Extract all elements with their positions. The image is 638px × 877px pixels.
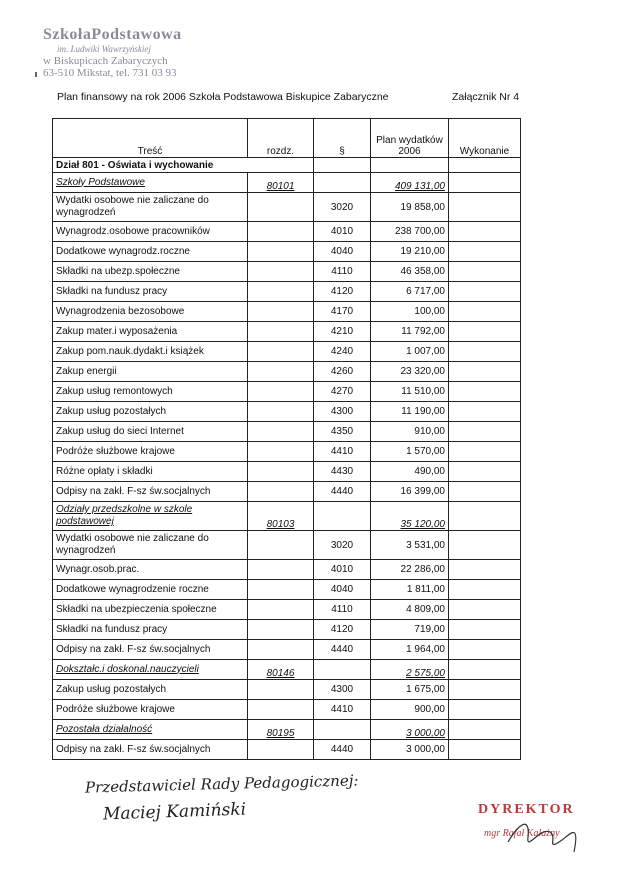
cell-rozdz: 80103 (248, 502, 314, 531)
cell-wykonanie (449, 531, 521, 560)
cell-wykonanie (449, 502, 521, 531)
stamp-patron: im. Ludwiki Wawrzyńskiej (57, 44, 151, 55)
cell-wykonanie (449, 580, 521, 600)
cell-plan-amount: 910,00 (371, 422, 449, 442)
cell-plan-amount: 3 531,00 (371, 531, 449, 560)
cell-rozdz (248, 680, 314, 700)
cell-plan-amount: 46 358,00 (371, 262, 449, 282)
cell-description: Wydatki osobowe nie zaliczane do wynagrodzeń (53, 531, 248, 560)
category-row (53, 173, 521, 193)
cell-rozdz (248, 422, 314, 442)
cell-rozdz (248, 282, 314, 302)
cell-paragraph: 4010 (314, 222, 371, 242)
table-row (53, 482, 521, 502)
cell-plan-amount: 100,00 (371, 302, 449, 322)
cell-description: Odpisy na zakł. F-sz św.socjalnych (53, 740, 248, 760)
cell-wykonanie (449, 560, 521, 580)
stamp-location: w Biskupicach Zabaryczych (43, 54, 168, 67)
cell-paragraph: 3020 (314, 193, 371, 222)
cell-plan-amount: 900,00 (371, 700, 449, 720)
cell-rozdz (248, 560, 314, 580)
cell-paragraph: 4300 (314, 402, 371, 422)
cell-plan-amount: 6 717,00 (371, 282, 449, 302)
cell-plan-amount: 490,00 (371, 462, 449, 482)
cell-paragraph: 4110 (314, 262, 371, 282)
cell-plan-amount: 409 131,00 (371, 173, 449, 193)
cell-paragraph: 4270 (314, 382, 371, 402)
cell-paragraph: 4260 (314, 362, 371, 382)
cell-wykonanie (449, 302, 521, 322)
teacher-council-label: Przedstawiciel Rady Pedagogicznej: (84, 771, 359, 797)
section-title: Dział 801 - Oświata i wychowanie (53, 158, 248, 173)
cell-plan-amount: 22 286,00 (371, 560, 449, 580)
cell-paragraph: 4040 (314, 580, 371, 600)
stamp-school-name: SzkołaPodstawowa (43, 26, 182, 43)
cell-plan-amount: 1 811,00 (371, 580, 449, 600)
cell-paragraph: 4110 (314, 600, 371, 620)
cell-description: Odpisy na zakł. F-sz św.socjalnych (53, 640, 248, 660)
cell-wykonanie (449, 193, 521, 222)
cell-rozdz: 80195 (248, 720, 314, 740)
table-header-row (53, 119, 521, 158)
cell-wykonanie (449, 600, 521, 620)
cell-plan-amount: 11 190,00 (371, 402, 449, 422)
table-row (53, 322, 521, 342)
table-row (53, 560, 521, 580)
cell-wykonanie (449, 262, 521, 282)
cell-rozdz (248, 580, 314, 600)
cell-plan-amount: 19 858,00 (371, 193, 449, 222)
cell-plan-amount: 11 792,00 (371, 322, 449, 342)
director-signature-icon (500, 812, 590, 862)
table-row (53, 382, 521, 402)
cell-paragraph: 4410 (314, 442, 371, 462)
cell-plan-amount: 1 964,00 (371, 640, 449, 660)
cell-paragraph: 4440 (314, 640, 371, 660)
cell-description: Wynagr.osob.prac. (53, 560, 248, 580)
table-row (53, 620, 521, 640)
cell-paragraph: 4120 (314, 620, 371, 640)
cell-paragraph: 4170 (314, 302, 371, 322)
cell-paragraph: 4120 (314, 282, 371, 302)
cell-paragraph: 4010 (314, 560, 371, 580)
cell-paragraph: 4440 (314, 482, 371, 502)
teacher-council-signature: Maciej Kamiński (102, 799, 247, 825)
cell-description: Składki na ubezpieczenia społeczne (53, 600, 248, 620)
cell-wykonanie (449, 322, 521, 342)
header-paragraph: § (314, 119, 371, 158)
table-row (53, 442, 521, 462)
header-rozdz: rozdz. (248, 119, 314, 158)
cell-rozdz (248, 362, 314, 382)
header-plan: Plan wydatków 2006 (371, 119, 449, 158)
table-row (53, 531, 521, 560)
cell-paragraph: 4350 (314, 422, 371, 442)
cell-plan-amount: 3 000,00 (371, 720, 449, 740)
cell-description: Składki na fundusz pracy (53, 620, 248, 640)
table-row (53, 362, 521, 382)
cell-plan-amount: 23 320,00 (371, 362, 449, 382)
cell-rozdz (248, 302, 314, 322)
cell-description: Podróże służbowe krajowe (53, 442, 248, 462)
cell-rozdz (248, 402, 314, 422)
cell-rozdz (248, 322, 314, 342)
cell-rozdz (248, 531, 314, 560)
cell-rozdz (248, 600, 314, 620)
cell-description: Dodatkowe wynagrodzenie roczne (53, 580, 248, 600)
header-tresc: Treść (53, 119, 248, 158)
cell-rozdz (248, 462, 314, 482)
cell-description: Dodatkowe wynagrodz.roczne (53, 242, 248, 262)
cell-rozdz (248, 382, 314, 402)
table-row (53, 740, 521, 760)
cell-plan-amount: 19 210,00 (371, 242, 449, 262)
cell-paragraph (314, 173, 371, 193)
cell-plan-amount: 1 675,00 (371, 680, 449, 700)
cell-description: Dokształc.i doskonal.nauczycieli (53, 660, 248, 680)
cell-wykonanie (449, 680, 521, 700)
attachment-label: Załącznik Nr 4 (452, 91, 520, 103)
cell-rozdz (248, 640, 314, 660)
cell-rozdz (248, 620, 314, 640)
section-row (53, 158, 521, 173)
cell-rozdz (248, 482, 314, 502)
cell-description: Szkoły Podstawowe (53, 173, 248, 193)
cell-wykonanie (449, 462, 521, 482)
cell-description: Odziały przedszkolne w szkole podstawowej (53, 502, 248, 531)
document-title: Plan finansowy na rok 2006 Szkoła Podstawowa Biskupice Zabaryczne (57, 91, 389, 103)
cell-paragraph (314, 502, 371, 531)
cell-rozdz: 80101 (248, 173, 314, 193)
cell-wykonanie (449, 382, 521, 402)
cell-paragraph: 4430 (314, 462, 371, 482)
cell-rozdz (248, 342, 314, 362)
cell-wykonanie (449, 740, 521, 760)
header-wykonanie: Wykonanie (449, 119, 521, 158)
cell-paragraph: 4410 (314, 700, 371, 720)
cell-wykonanie (449, 442, 521, 462)
cell-rozdz (248, 442, 314, 462)
cell-description: Zakup usług pozostałych (53, 402, 248, 422)
cell-description: Składki na fundusz pracy (53, 282, 248, 302)
cell-wykonanie (449, 242, 521, 262)
table-row (53, 282, 521, 302)
cell-plan-amount: 4 809,00 (371, 600, 449, 620)
cell-paragraph: 4040 (314, 242, 371, 262)
cell-rozdz (248, 700, 314, 720)
margin-mark (35, 72, 37, 77)
cell-wykonanie (449, 720, 521, 740)
table-row (53, 342, 521, 362)
table-row (53, 242, 521, 262)
table-row (53, 402, 521, 422)
cell-plan-amount: 2 575,00 (371, 660, 449, 680)
category-row (53, 660, 521, 680)
cell-paragraph (314, 720, 371, 740)
cell-wykonanie (449, 700, 521, 720)
cell-description: Zakup usług do sieci Internet (53, 422, 248, 442)
table-row (53, 580, 521, 600)
cell-description: Zakup pom.nauk.dydakt.i książek (53, 342, 248, 362)
cell-wykonanie (449, 482, 521, 502)
school-stamp (43, 26, 203, 80)
cell-rozdz (248, 242, 314, 262)
cell-plan-amount: 35 120,00 (371, 502, 449, 531)
cell-description: Wynagrodz.osobowe pracowników (53, 222, 248, 242)
director-name: mgr Rafał Kałażny (484, 828, 560, 839)
category-row (53, 502, 521, 531)
cell-rozdz: 80146 (248, 660, 314, 680)
table-row (53, 262, 521, 282)
cell-plan-amount: 3 000,00 (371, 740, 449, 760)
cell-description: Zakup usług pozostałych (53, 680, 248, 700)
cell-description: Zakup energii (53, 362, 248, 382)
table-row (53, 422, 521, 442)
cell-paragraph: 4440 (314, 740, 371, 760)
cell-plan-amount: 719,00 (371, 620, 449, 640)
table-row (53, 222, 521, 242)
cell-wykonanie (449, 660, 521, 680)
cell-description: Składki na ubezp.społeczne (53, 262, 248, 282)
cell-wykonanie (449, 640, 521, 660)
table-row (53, 700, 521, 720)
cell-rozdz (248, 222, 314, 242)
table-row (53, 462, 521, 482)
cell-description: Odpisy na zakł. F-sz św.socjalnych (53, 482, 248, 502)
cell-paragraph: 4240 (314, 342, 371, 362)
cell-rozdz (248, 262, 314, 282)
cell-description: Wynagrodzenia bezosobowe (53, 302, 248, 322)
stamp-address: 63-510 Mikstat, tel. 731 03 93 (43, 67, 177, 80)
cell-wykonanie (449, 282, 521, 302)
cell-rozdz (248, 193, 314, 222)
cell-paragraph: 4210 (314, 322, 371, 342)
table-row (53, 193, 521, 222)
cell-plan-amount: 11 510,00 (371, 382, 449, 402)
cell-wykonanie (449, 173, 521, 193)
cell-plan-amount: 238 700,00 (371, 222, 449, 242)
cell-plan-amount: 1 570,00 (371, 442, 449, 462)
cell-paragraph (314, 660, 371, 680)
director-title: DYREKTOR (478, 802, 575, 817)
cell-wykonanie (449, 222, 521, 242)
table-row (53, 302, 521, 322)
cell-description: Różne opłaty i składki (53, 462, 248, 482)
cell-wykonanie (449, 362, 521, 382)
table-row (53, 640, 521, 660)
cell-description: Wydatki osobowe nie zaliczane do wynagrodzeń (53, 193, 248, 222)
cell-paragraph: 4300 (314, 680, 371, 700)
cell-wykonanie (449, 342, 521, 362)
cell-description: Zakup usług remontowych (53, 382, 248, 402)
category-row (53, 720, 521, 740)
cell-wykonanie (449, 620, 521, 640)
cell-rozdz (248, 740, 314, 760)
table-row (53, 680, 521, 700)
cell-wykonanie (449, 422, 521, 442)
table-row (53, 600, 521, 620)
cell-description: Pozostała działalność (53, 720, 248, 740)
financial-plan-table (52, 118, 521, 760)
cell-wykonanie (449, 402, 521, 422)
cell-description: Zakup mater.i wyposażenia (53, 322, 248, 342)
cell-plan-amount: 1 007,00 (371, 342, 449, 362)
cell-description: Podróże służbowe krajowe (53, 700, 248, 720)
cell-paragraph: 3020 (314, 531, 371, 560)
cell-plan-amount: 16 399,00 (371, 482, 449, 502)
